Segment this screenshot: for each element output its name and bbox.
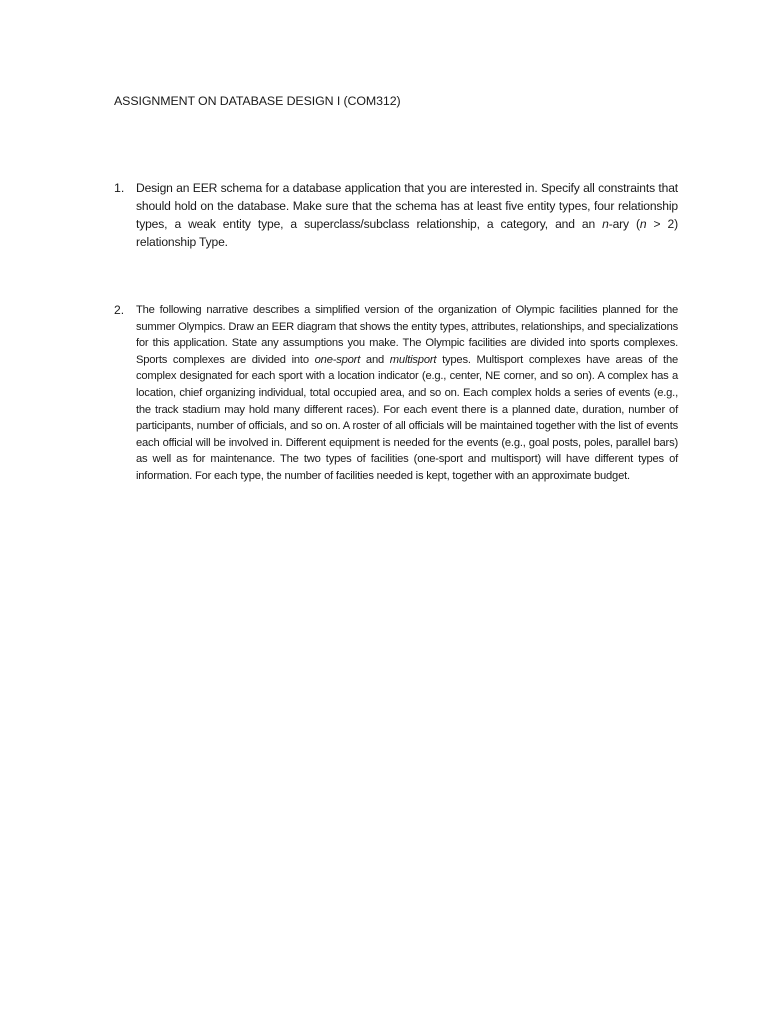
- question-2-italic-one-sport: one-sport: [314, 353, 361, 366]
- question-1-text-part-a: Design an EER schema for a database application that you are interested in. Specify all constraints that should hold on the database. Make sure that the schema has at least five entity types, four relationship types, a weak entity type, a superclass/subclass relationship, a category, and an: [136, 181, 678, 231]
- question-1-number: 1.: [114, 181, 125, 195]
- question-2: [114, 302, 678, 485]
- question-1-text: [136, 179, 678, 251]
- question-1-italic-n: n: [602, 217, 609, 231]
- question-1-text-part-b: -ary (: [608, 217, 640, 231]
- document-title: ASSIGNMENT ON DATABASE DESIGN I (COM312): [114, 94, 401, 108]
- question-1-text-part-c: > 2) relationship Type.: [136, 217, 678, 249]
- question-2-text-and: and: [360, 353, 390, 366]
- question-1: [114, 179, 678, 251]
- question-2-number: 2.: [114, 303, 125, 317]
- question-2-italic-multisport: multisport: [389, 353, 437, 366]
- question-2-text-part-b: types. Multisport complexes have areas of the complex designated for each sport with a location indicator (e.g., center, NE corner, and so on). A complex has a location, chief organizing individual, total occupied area, and so on. Each complex holds a series of events (e.g., the track stadium may hold many different races). For each event there is a planned date, duration, number of participants, number of officials, and so on. A roster of all officials will be maintained together with the list of events each official will be involved in. Different equipment is needed for the events (e.g., goal posts, poles, parallel bars) as well as for maintenance. The two types of facilities (one-sport and multisport) will have different types of information. For each type, the number of facilities needed is kept, together with an approximate budget.: [136, 353, 679, 482]
- question-2-text: [136, 302, 678, 485]
- question-2-text-part-a: The following narrative describes a simplified version of the organization of Olympic facilities planned for the summer Olympics. Draw an EER diagram that shows the entity types, attributes, relationships, and specializations for this application. State any assumptions you make. The Olympic facilities are divided into sports complexes. Sports complexes are divided into: [136, 304, 678, 366]
- question-1-italic-n-2: n: [639, 217, 647, 231]
